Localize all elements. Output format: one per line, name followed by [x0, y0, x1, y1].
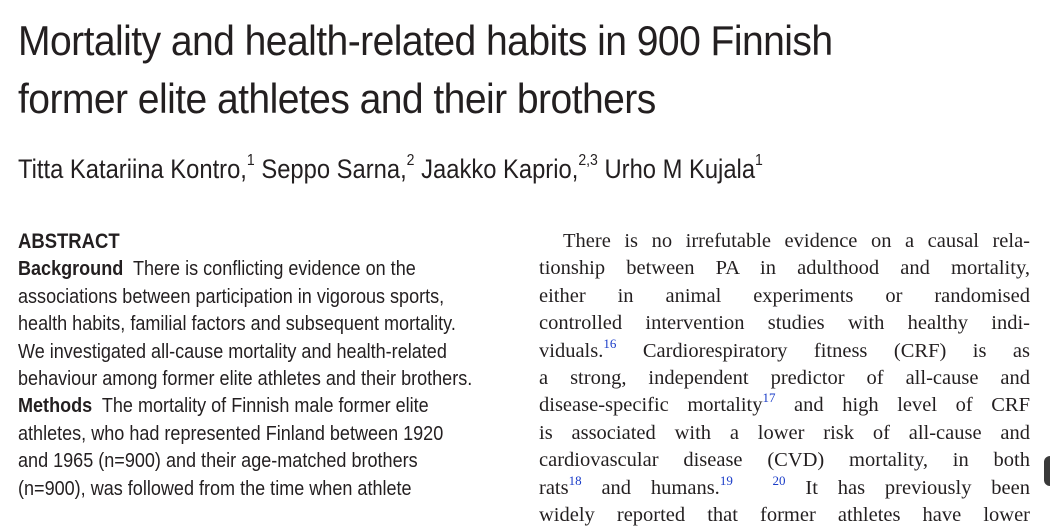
abstract-methods: [18, 392, 476, 502]
background-label: Background: [18, 257, 124, 281]
reference-link[interactable]: 16: [603, 335, 617, 351]
body-column: [539, 228, 1030, 529]
author-affiliation: 2,3: [578, 152, 598, 169]
body-text: disease-specific mortality: [539, 394, 763, 417]
abstract-column: [18, 228, 476, 502]
body-text: and high level of CRF: [775, 394, 1030, 417]
body-line: widely reported that former athletes have lower: [539, 504, 1030, 527]
abstract-background: [18, 255, 476, 392]
background-text: There is conflicting evidence on the associations between participation in vigorous sports, health habits, familial factors and subsequent mortality. We investigated all-cause mortality and health-related behaviour among former elite athletes and their brothers.: [18, 257, 473, 391]
body-line: [539, 472, 1031, 502]
body-line: cardiovascular disease (CVD) mortality, in both: [539, 449, 1030, 472]
body-line: is associated with a lower risk of all-cause and: [539, 421, 1030, 444]
body-text: viduals.: [539, 339, 604, 362]
body-line: controlled intervention studies with healthy indi-: [539, 312, 1030, 335]
body-line: There is no irrefutable evidence on a causal rela-: [563, 230, 1030, 252]
body-text: rats: [539, 476, 569, 499]
reference-link[interactable]: 17: [762, 390, 776, 406]
author-list: [18, 150, 763, 188]
body-line: either in animal experiments or randomised: [539, 284, 1030, 307]
body-text: It has previously been: [785, 476, 1031, 499]
author-affiliation: 2: [406, 152, 415, 169]
author-name: Seppo Sarna,: [261, 154, 407, 184]
methods-text: The mortality of Finnish male former elite athletes, who had represented Finland between 1920 and 1965 (n=900) and their age-matched brothers (n=900), was followed from the time when athlete: [18, 394, 444, 500]
author-name: Jaakko Kaprio,: [421, 154, 579, 184]
body-line: [539, 392, 1030, 419]
scroll-handle[interactable]: [1044, 456, 1050, 486]
author-affiliation: 1: [755, 152, 763, 169]
body-text: Cardiorespiratory fitness (CRF) is as: [616, 339, 1030, 362]
methods-label: Methods: [18, 394, 93, 418]
reference-link[interactable]: 20: [772, 472, 786, 488]
body-line: a strong, independent predictor of all-cause and: [539, 367, 1030, 390]
body-line: [539, 335, 1030, 365]
author-name: Urho M Kujala: [604, 154, 756, 184]
body-line: tionship between PA in adulthood and mortality,: [539, 257, 1030, 280]
reference-link[interactable]: 18: [568, 472, 582, 488]
reference-link[interactable]: 19: [719, 472, 733, 488]
author-name: Titta Katariina Kontro,: [18, 154, 247, 184]
abstract-heading: ABSTRACT: [18, 230, 120, 253]
body-text: and humans.: [581, 476, 720, 499]
article-title: Mortality and health-related habits in 900 Finnish former elite athletes and their brothers: [18, 17, 833, 122]
author-affiliation: 1: [246, 152, 255, 169]
